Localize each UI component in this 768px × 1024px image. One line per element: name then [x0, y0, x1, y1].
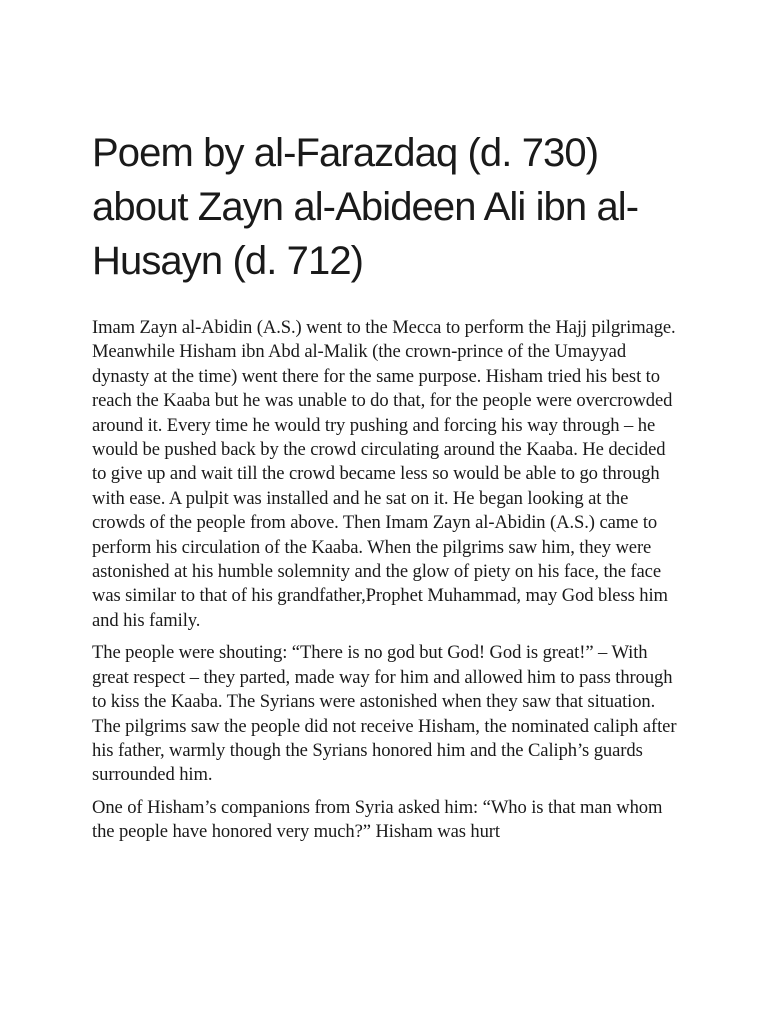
document-page	[92, 126, 680, 853]
paragraph-intro: Imam Zayn al-Abidin (A.S.) went to the Mecca to perform the Hajj pilgrimage. Meanwhile Hisham ibn Abd al-Malik (the crown-prince of the Umayyad dynasty at the time) went there for the same purpose. Hisham tried his best to reach the Kaaba but he was unable to do that, for the people were overcrowded around it. Every time he would try pushing and forcing his way through – he would be pushed back by the crowd circulating around the Kaaba. He decided to give up and wait till the crowd became less so would be able to go through with ease. A pulpit was installed and he sat on it. He began looking at the crowds of the people from above. Then Imam Zayn al-Abidin (A.S.) came to perform his circulation of the Kaaba. When the pilgrims saw him, they were astonished at his humble solemnity and the glow of piety on his face, the face was similar to that of his grandfather,Prophet Muhammad, may God bless him and his family.	[92, 317, 676, 631]
paragraph-people-shouting: The people were shouting: “There is no god but God! God is great!” – With great respect – they parted, made way for him and allowed him to pass through to kiss the Kaaba. The Syrians were astonished when they saw that situation. The pilgrims saw the people did not receive Hisham, the nominated caliph after his father, warmly though the Syrians honored him and the Caliph’s guards surrounded him.	[92, 642, 677, 786]
paragraph-hisham-companion: One of Hisham’s companions from Syria asked him: “Who is that man whom the people have honored very much?” Hisham was hurt	[92, 796, 663, 843]
document-title: Poem by al-Farazdaq (d. 730) about Zayn al-Abideen Ali ibn al-Husayn (d. 712)	[92, 131, 639, 283]
